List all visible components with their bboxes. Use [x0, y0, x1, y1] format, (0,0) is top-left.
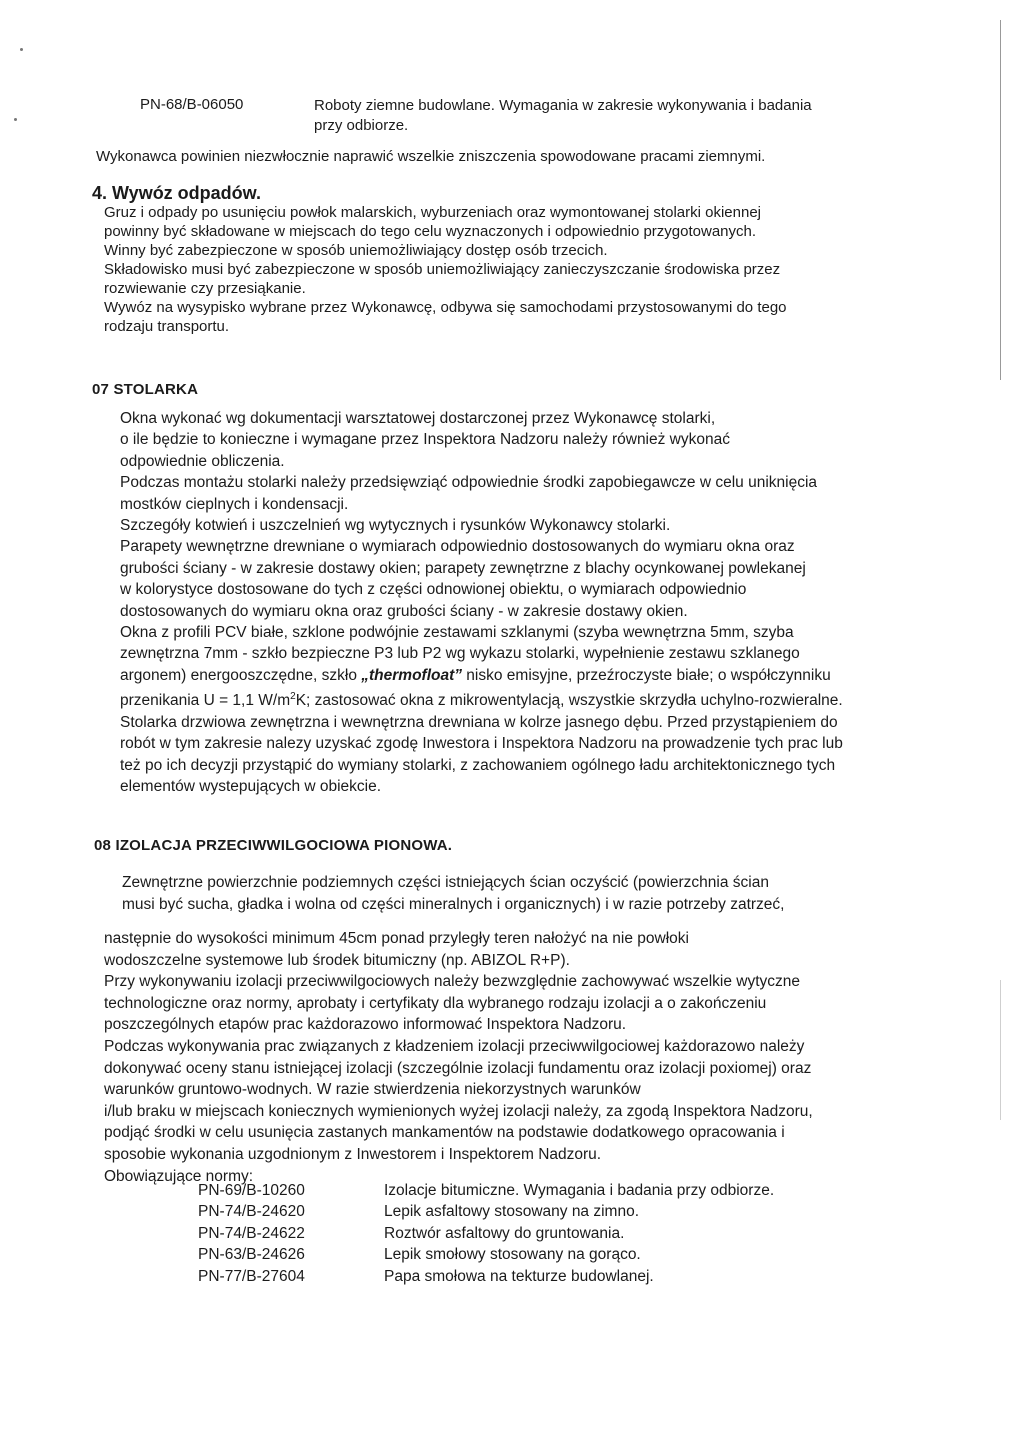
norm-code: PN-77/B-27604 [198, 1267, 305, 1285]
norm-row [198, 1223, 774, 1244]
text-line: robót w tym zakresie nalezy uzyskać zgodę Inwestora i Inspektora Nadzoru na prowadzenie tych prac lub [120, 735, 843, 753]
text-run: argonem) energooszczędne, szkło [120, 666, 362, 684]
norm-row [198, 1201, 774, 1222]
text-line: Stolarka drzwiowa zewnętrzna i wewnętrzna drewniana w kolrze jasnego dębu. Przed przystąpieniem do [120, 713, 838, 731]
repair-note [96, 147, 765, 166]
norm-title [314, 96, 934, 136]
norm-title-line: przy odbiorze. [314, 117, 409, 134]
text-line: i/lub braku w miejscach koniecznych wymienionych wyżej izolacji należy, za zgodą Inspektora Nadzoru, [104, 1102, 813, 1120]
scan-speck [14, 118, 17, 121]
text-run: K; zastosować okna z mikrowentylacją, wszystkie skrzydła uchylno-rozwieralne. [295, 692, 843, 710]
scan-edge-line-lower [1000, 980, 1001, 1120]
text-line: Podczas wykonywania prac związanych z kładzeniem izolacji przeciwwilgociowej każdorazowo należy [104, 1037, 805, 1055]
section-4-body [104, 203, 944, 336]
norms-list [198, 1180, 774, 1287]
text-line: Zewnętrzne powierzchnie podziemnych części istniejących ścian oczyścić (powierzchnia ścian [122, 874, 769, 891]
text-line: sposobie wykonania uzgodnionym z Inwestorem i Inspektorem Nadzoru. [104, 1145, 602, 1163]
text-line: następnie do wysokości minimum 45cm ponad przyległy teren nałożyć na nie powłoki [104, 930, 689, 947]
norm-description: Lepik smołowy stosowany na gorąco. [384, 1246, 641, 1264]
text-line: technologiczne oraz normy, aprobaty i certyfikaty dla wybranego rodzaju izolacji a o zakończeniu [104, 994, 767, 1012]
thermofloat-term: „thermofloat” [361, 666, 462, 684]
norm-code: PN-69/B-10260 [198, 1182, 305, 1199]
text-line: też po ich decyzji przystąpić do wymiany stolarki, z zachowaniem ogólnego ładu architektonicznego tych [120, 756, 836, 774]
norm-description: Papa smołowa na tekturze budowlanej. [384, 1267, 654, 1285]
text-run: przenikania U = 1,1 W/m [120, 692, 291, 710]
text-line: dostosowanych do wymiaru okna oraz grubości ściany - w zakresie dostawy okien. [120, 602, 688, 620]
text-line: poszczególnych etapów prac każdorazowo informować Inspektora Nadzoru. [104, 1016, 627, 1034]
text-line-u-value [120, 686, 950, 712]
norm-row [198, 1180, 774, 1201]
text-line: Okna wykonać wg dokumentacji warsztatowej dostarczonej przez Wykonawcę stolarki, [120, 410, 716, 427]
text-line: dokonywać oceny stanu istniejącej izolacji (szczególnie izolacji fundamentu oraz izolacji poxiomej) oraz [104, 1059, 812, 1077]
text-line: musi być sucha, gładka i wolna od części mineralnych i organicznych) i w razie potrzeby zatrzeć, [122, 896, 785, 913]
norm-code: PN-74/B-24622 [198, 1224, 305, 1242]
text-line: Okna z profili PCV białe, szklone podwójnie zestawami szklanymi (szyba wewnętrzna 5mm, szyba [120, 624, 794, 642]
text-line: Parapety wewnętrzne drewniane o wymiarach odpowiednio dostosowanych do wymiaru okna oraz [120, 538, 795, 556]
section-08-intro [122, 872, 882, 916]
section-08-body [104, 928, 924, 1187]
text-line: w kolorystyce dostosowane do tych z części odnowionej obiektu, o wymiarach odpowiednio [120, 581, 747, 599]
norm-title-line: Roboty ziemne budowlane. Wymagania w zakresie wykonywania i badania [314, 97, 812, 114]
text-line: Gruz i odpady po usunięciu powłok malarskich, wyburzeniach oraz wymontowanej stolarki okiennej [104, 204, 761, 221]
text-line: wodoszczelne systemowe lub środek bitumiczny (np. ABIZOL R+P). [104, 951, 570, 969]
text-line-argon [120, 665, 950, 686]
text-line: Winny być zabezpieczone w sposób uniemożliwiający dostęp osób trzecich. [104, 242, 608, 259]
norm-description: Lepik asfaltowy stosowany na zimno. [384, 1203, 640, 1221]
norm-code: PN-74/B-24620 [198, 1203, 305, 1221]
text-line: o ile będzie to konieczne i wymagane przez Inspektora Nadzoru należy również wykonać [120, 431, 730, 449]
text-line: Szczegóły kotwień i uszczelnień wg wytycznych i rysunków Wykonawcy stolarki. [120, 517, 671, 535]
scan-edge-line [1000, 20, 1001, 380]
text-line: Przy wykonywaniu izolacji przeciwwilgociowych należy bezwzględnie zachowywać wszelkie wytyczne [104, 973, 801, 991]
text-line: powinny być składowane w miejscach do tego celu wyznaczonych i odpowiednio przygotowanych. [104, 223, 757, 240]
norm-row [198, 1266, 774, 1287]
text-line: rozwiewanie czy przesiąkanie. [104, 280, 306, 297]
text-line: Obowiązujące normy: [104, 1167, 254, 1185]
norm-description: Roztwór asfaltowy do gruntowania. [384, 1224, 625, 1242]
text-line: Składowisko musi być zabezpieczone w sposób uniemożliwiający zanieczyszczanie środowiska przez [104, 261, 781, 278]
text-line: podjąć środki w celu usunięcia zastanych mankamentów na podstawie dodatkowego opracowania i [104, 1124, 785, 1142]
section-4-heading: 4. Wywóz odpadów. [92, 183, 262, 203]
text-line: grubości ściany - w zakresie dostawy okien; parapety zewnętrzne z blachy ocynkowanej powlekanej [120, 559, 806, 577]
norm-description: Izolacje bitumiczne. Wymagania i badania przy odbiorze. [384, 1182, 775, 1199]
norm-row [198, 1244, 774, 1265]
section-07-heading: 07 STOLARKA [92, 381, 199, 398]
section-07-body [120, 408, 950, 797]
norm-code: PN-63/B-24626 [198, 1246, 305, 1264]
text-line: rodzaju transportu. [104, 318, 230, 335]
text-run: nisko emisyjne, przeźroczyste białe; o współczynniku [462, 666, 831, 684]
text-line: odpowiednie obliczenia. [120, 452, 285, 470]
text-line: mostków cieplnych i kondensacji. [120, 495, 349, 513]
text-line: Podczas montażu stolarki należy przedsięwziąć odpowiednie środki zapobiegawcze w celu uniknięcia [120, 474, 818, 492]
section-08-heading: 08 IZOLACJA PRZECIWWILGOCIOWA PIONOWA. [94, 837, 453, 854]
repair-note-text: Wykonawca powinien niezwłocznie naprawić wszelkie zniszczenia spowodowane pracami ziemnymi. [96, 148, 766, 165]
text-line: warunków gruntowo-wodnych. W razie stwierdzenia niekorzystnych warunków [104, 1081, 641, 1099]
text-line: zewnętrzna 7mm - szkło bezpieczne P3 lub P2 wg wykazu stolarki, wypełnienie zestawu szklanego [120, 645, 800, 663]
text-line: elementów wystepujących w obiekcie. [120, 778, 382, 796]
superscript: 2 [290, 691, 296, 703]
scan-speck [20, 48, 23, 51]
text-line: Wywóz na wysypisko wybrane przez Wykonawcę, odbywa się samochodami przystosowanymi do tego [104, 299, 787, 316]
norm-code: PN-68/B-06050 [140, 96, 244, 113]
